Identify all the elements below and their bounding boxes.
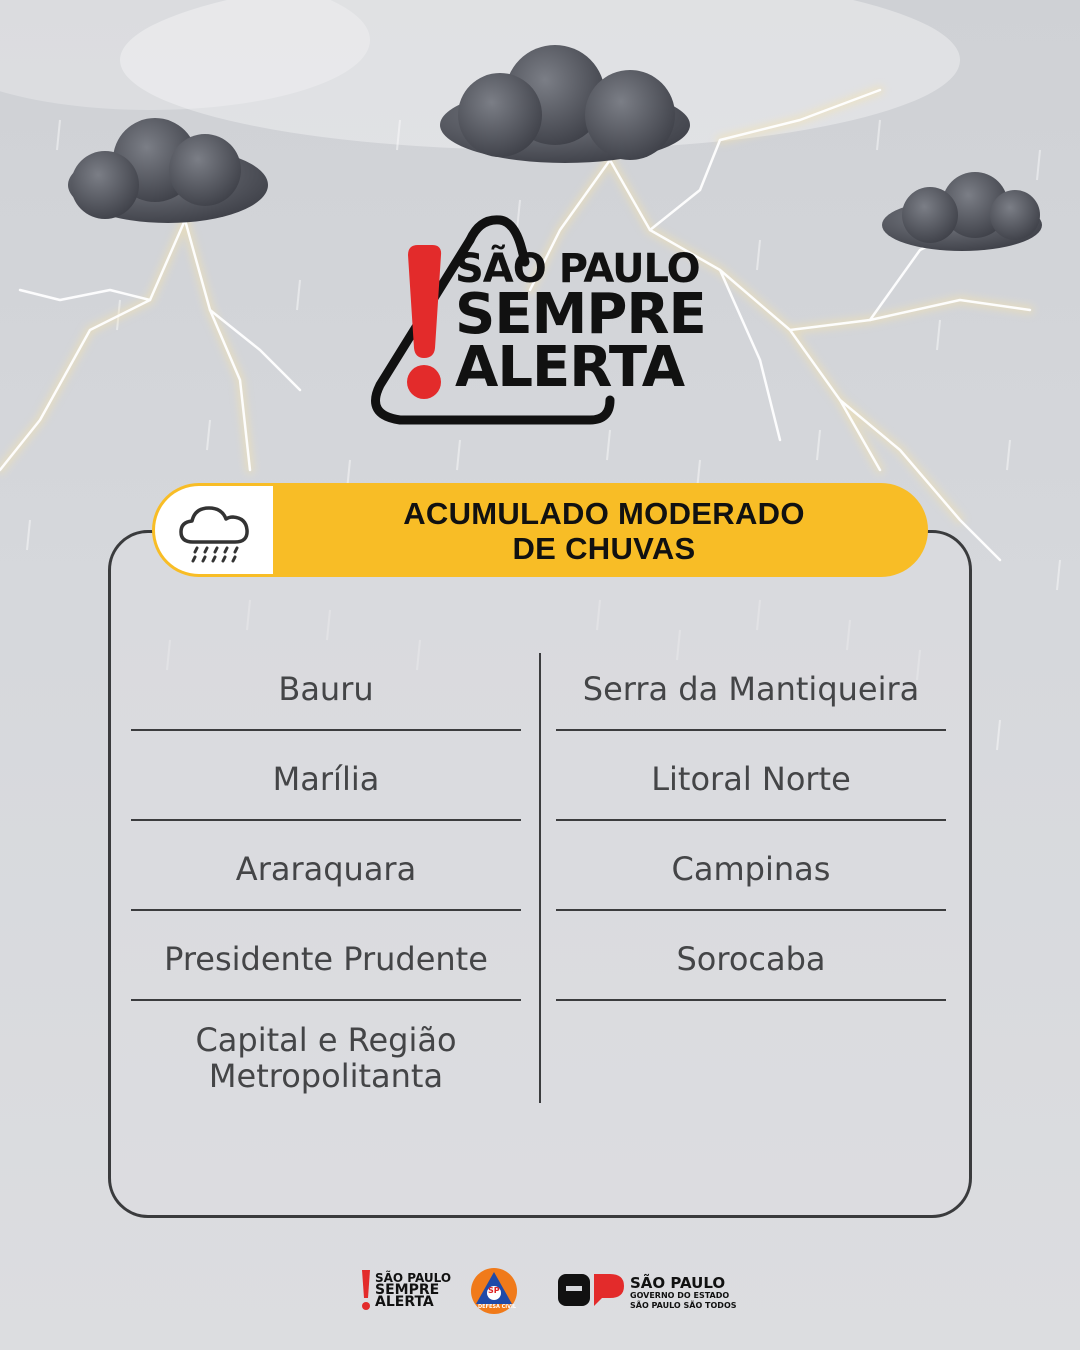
regions-column-right: [556, 648, 946, 1008]
footer-alerta-logo: [375, 1272, 451, 1308]
region-item: Litoral Norte: [556, 738, 946, 821]
sp-gov-line-3: SÃO PAULO SÃO TODOS: [630, 1301, 737, 1310]
sp-gov-mark-label: [0, 1262, 1, 1263]
region-item: Bauru: [131, 648, 521, 731]
region-item-line: Metropolitanta: [208, 1057, 444, 1095]
regions-column-left: [131, 648, 521, 1115]
defesa-civil-badge: SP: [488, 1286, 500, 1295]
region-item-capital: [131, 1008, 521, 1108]
defesa-civil-caption: DEFESA CIVIL: [478, 1304, 517, 1310]
sp-gov-line-2: GOVERNO DO ESTADO: [630, 1291, 730, 1300]
logo-wordmark: [455, 246, 706, 401]
alert-title-line-2: DE CHUVAS: [512, 531, 696, 566]
footer-logos: [0, 1262, 1080, 1322]
region-item: Serra da Mantiqueira: [556, 648, 946, 731]
alert-icon-box: [155, 486, 273, 574]
sp-government-text: [630, 1275, 737, 1311]
footer-alerta-line-2: SEMPRE: [375, 1282, 440, 1298]
rain-cloud-icon: [155, 486, 273, 574]
alert-title: [280, 496, 928, 566]
footer-alerta-line-3: ALERTA: [375, 1294, 434, 1310]
region-item: Presidente Prudente: [131, 918, 521, 1001]
storm-cloud-right: [882, 172, 1042, 251]
region-item: Marília: [131, 738, 521, 821]
logo-line-2: SEMPRE: [455, 282, 706, 347]
region-item: Sorocaba: [556, 918, 946, 1001]
region-item: Campinas: [556, 828, 946, 911]
region-item-line: Capital e Região: [195, 1021, 457, 1059]
alert-title-line-1: ACUMULADO MODERADO: [403, 496, 805, 531]
logo-line-3: ALERTA: [455, 335, 685, 401]
footer-alerta-line-1: SÃO PAULO: [375, 1271, 452, 1285]
sp-gov-line-1: SÃO PAULO: [630, 1274, 726, 1292]
region-item: Araraquara: [131, 828, 521, 911]
column-divider: [539, 653, 541, 1103]
storm-cloud-left: [68, 118, 268, 223]
sp-government-mark: [558, 1272, 626, 1308]
logo-line-1: SÃO PAULO: [455, 246, 700, 292]
